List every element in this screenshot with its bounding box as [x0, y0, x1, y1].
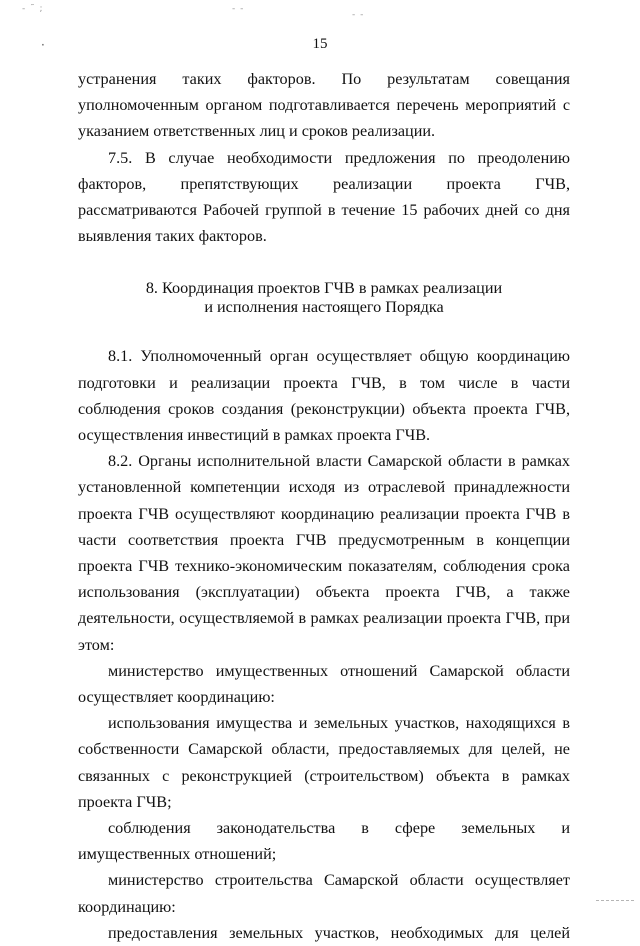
paragraph-compliance-law: соблюдения законодательства в сфере земельных и имущественных отношений; — [78, 819, 570, 864]
paragraph-ministry-property: министерство имущественных отношений Самарской области осуществляет координацию: — [78, 661, 570, 707]
paragraph-continuation: устранения таких факторов. По результатам совещания уполномоченным органом подготавливается перечень мероприятий с указанием ответственных лиц и сроков реализации. — [78, 70, 570, 141]
paragraph-7-5: 7.5. В случае необходимости предложения по преодолению факторов, препятствующих реализации проекта ГЧВ, рассматриваются Рабочей группой в течение 15 рабочих дней со дня выявления таких факторов. — [78, 148, 570, 246]
scan-artifact-bottom-rule — [596, 900, 634, 901]
section-heading-8 — [78, 279, 570, 317]
scan-artifact-top-right: ‑ ‑ — [352, 10, 365, 20]
paragraph-land-provision: предоставления земельных участков, необходимых для целей — [108, 923, 570, 942]
scan-artifact-top-left: ‑ ˜ ; — [22, 4, 44, 14]
scan-artifact-top-center: ‑ ‑ — [232, 4, 245, 14]
paragraph-ministry-construction: министерство строительства Самарской области осуществляет координацию: — [78, 871, 570, 916]
paragraph-use-of-property: использования имущества и земельных участков, находящихся в собственности Самарской области, предоставляемых для целей, не связанных с реконструкцией (строительством) объекта в рамках проекта ГЧВ; — [78, 714, 570, 811]
section-heading-line-1: 8. Координация проектов ГЧВ в рамках реализации — [145, 279, 503, 298]
paragraph-8-1: 8.1. Уполномоченный орган осуществляет общую координацию подготовки и реализации проекта ГЧВ, в том числе в части соблюдения сроков создания (реконструкции) объекта проекта ГЧВ, осуществления инвестиций в рамках проекта ГЧВ. — [78, 347, 570, 445]
page-number: 15 — [312, 36, 328, 52]
scan-artifact-dot: · — [41, 38, 46, 52]
paragraph-8-2: 8.2. Органы исполнительной власти Самарской области в рамках установленной компетенции исходя из отраслевой принадлежности проекта ГЧВ осуществляют координацию реализации проекта ГЧВ в части соответствия проекта ГЧВ предусмотренным в концепции проекта ГЧВ технико-экономическим показателям, соблюдения срока использования (эксплуатации) объекта проекта ГЧВ, а также деятельности, осуществляемой в рамках реализации проекта ГЧВ, при этом: — [78, 452, 570, 654]
section-heading-line-2: и исполнения настоящего Порядка — [204, 298, 444, 317]
document-body — [78, 66, 570, 946]
